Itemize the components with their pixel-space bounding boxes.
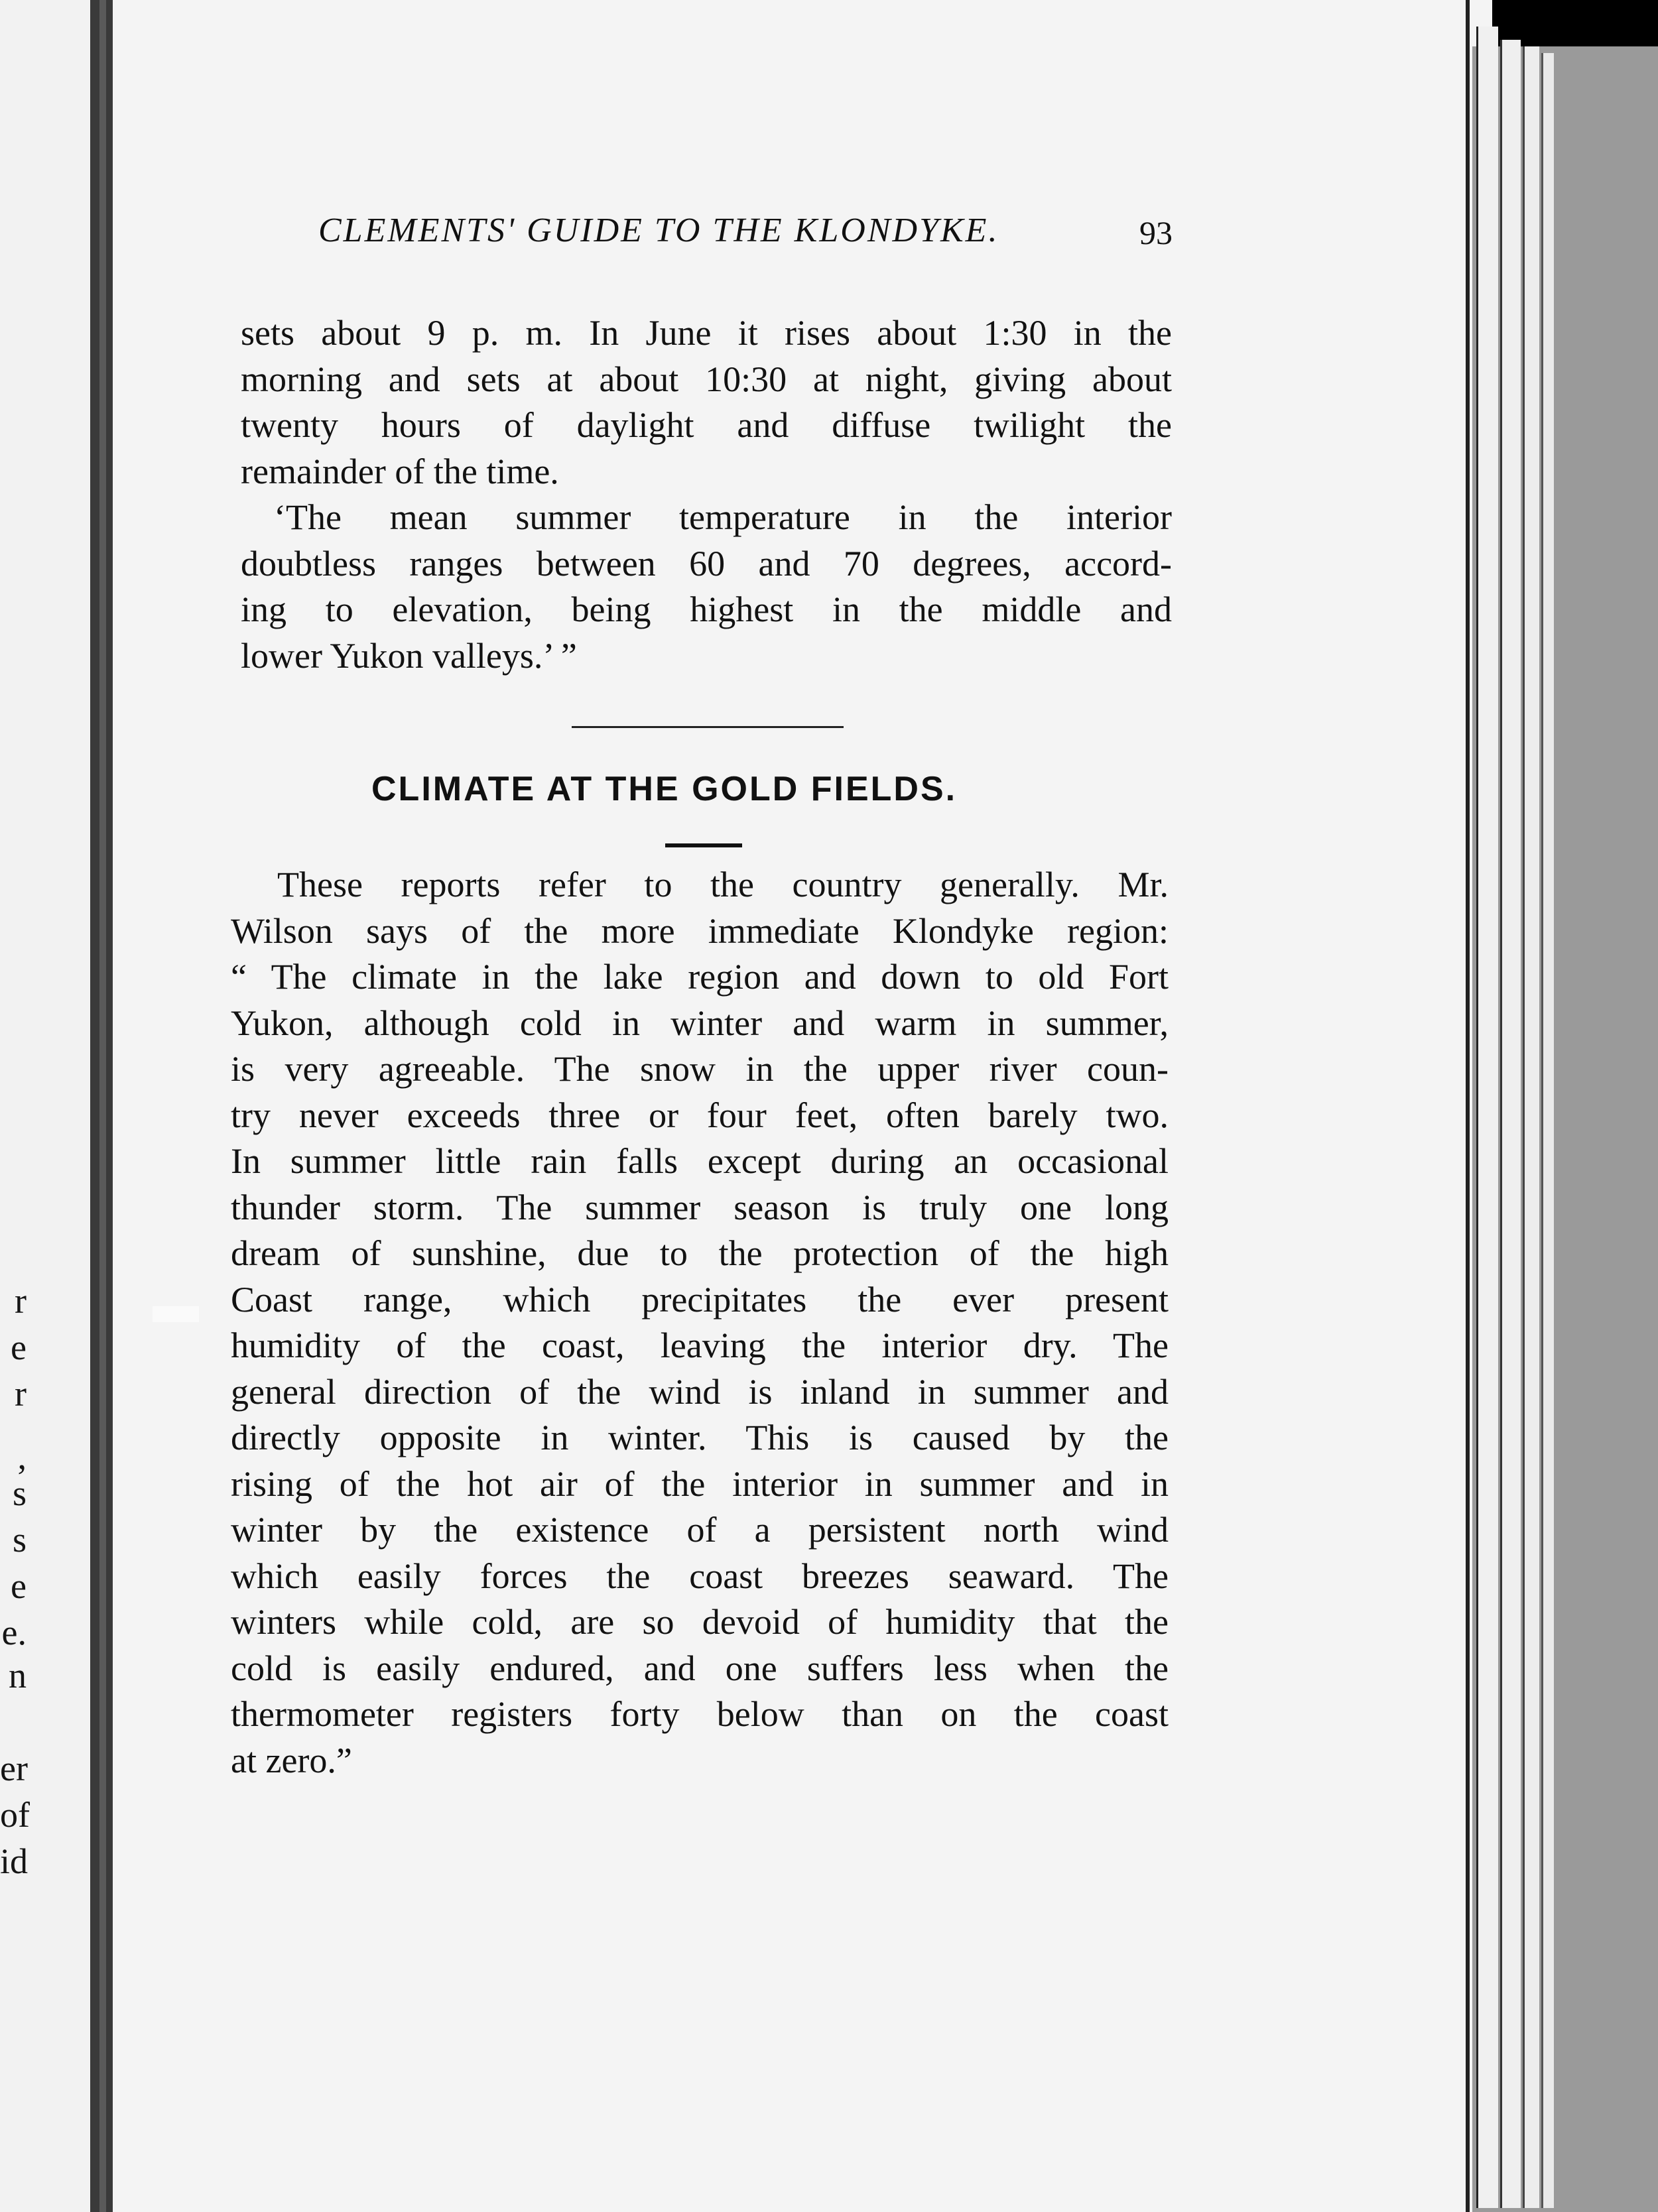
text-line: Wilson says of the more immediate Klondyke region: bbox=[231, 910, 1169, 951]
page-edge bbox=[1476, 27, 1498, 2208]
text-line: humidity of the coast, leaving the interior dry. The bbox=[231, 1325, 1169, 1365]
text-line: winters while cold, are so devoid of humidity that the bbox=[231, 1602, 1169, 1642]
scan-blemish bbox=[153, 1306, 199, 1322]
previous-page-letter: r bbox=[15, 1374, 27, 1414]
text-line: thermometer registers forty below than on the coast bbox=[231, 1694, 1169, 1734]
text-line: dream of sunshine, due to the protection of the high bbox=[231, 1233, 1169, 1273]
previous-page-letter: s bbox=[12, 1473, 27, 1513]
previous-page-letter: of bbox=[0, 1795, 30, 1835]
text-line: try never exceeds three or four feet, often barely two. bbox=[231, 1095, 1169, 1135]
text-line: thunder storm. The summer season is truly one long bbox=[231, 1187, 1169, 1227]
text-line: Coast range, which precipitates the ever present bbox=[231, 1279, 1169, 1320]
text-line: cold is easily endured, and one suffers less when the bbox=[231, 1648, 1169, 1688]
previous-page-letter: s bbox=[12, 1520, 27, 1560]
section-heading: CLIMATE AT THE GOLD FIELDS. bbox=[371, 770, 958, 808]
previous-page-letter: r bbox=[15, 1281, 27, 1321]
previous-page-letter: e. bbox=[1, 1613, 27, 1652]
text-line: winter by the existence of a persistent north wind bbox=[231, 1510, 1169, 1550]
text-line: at zero.” bbox=[231, 1740, 352, 1780]
text-line: rising of the hot air of the interior in summer and in bbox=[231, 1463, 1169, 1504]
text-line: twenty hours of daylight and diffuse twilight the bbox=[241, 405, 1172, 445]
page-edge bbox=[1541, 53, 1554, 2208]
paragraph-continued bbox=[241, 310, 1172, 679]
text-line: ing to elevation, being highest in the middle and bbox=[241, 589, 1172, 629]
page-edge-border bbox=[1466, 0, 1470, 2212]
running-head-title: CLEMENTS' GUIDE TO THE KLONDYKE. bbox=[318, 212, 999, 249]
gutter-fold bbox=[99, 0, 106, 2212]
section-divider-rule bbox=[572, 726, 844, 728]
text-line: lower Yukon valleys.’ ” bbox=[241, 635, 577, 676]
text-line: morning and sets at about 10:30 at night, giving about bbox=[241, 359, 1172, 399]
previous-page-letter: e bbox=[11, 1566, 27, 1606]
previous-page-letter: , bbox=[17, 1437, 27, 1477]
text-line: remainder of the time. bbox=[241, 451, 559, 491]
text-line: which easily forces the coast breezes seaward. The bbox=[231, 1556, 1169, 1596]
previous-page-letter: e bbox=[11, 1327, 27, 1367]
paragraph-climate bbox=[231, 862, 1169, 1784]
page-edge bbox=[1500, 40, 1521, 2208]
text-line: sets about 9 p. m. In June it rises about 1:30 in the bbox=[241, 313, 1172, 353]
text-line: These reports refer to the country generally. Mr. bbox=[277, 865, 1169, 904]
text-line: ‘The mean summer temperature in the interior bbox=[274, 497, 1172, 537]
text-line: In summer little rain falls except during an occasional bbox=[231, 1141, 1169, 1181]
page-number: 93 bbox=[1139, 214, 1173, 251]
text-line: general direction of the wind is inland in summer and bbox=[231, 1371, 1169, 1412]
text-line: Yukon, although cold in winter and warm in summer, bbox=[231, 1003, 1169, 1043]
previous-page-letter: er bbox=[0, 1749, 28, 1788]
heading-underline-rule bbox=[665, 843, 742, 847]
text-line: “ The climate in the lake region and down to old Fort bbox=[231, 957, 1169, 997]
previous-page-letter: n bbox=[9, 1656, 27, 1695]
page-edge bbox=[1523, 46, 1539, 2208]
text-line: directly opposite in winter. This is caused by the bbox=[231, 1418, 1169, 1457]
previous-page-letter: id bbox=[0, 1841, 29, 1881]
text-line: doubtless ranges between 60 and 70 degrees, accord- bbox=[241, 543, 1172, 584]
text-line: is very agreeable. The snow in the upper river coun- bbox=[231, 1049, 1169, 1089]
